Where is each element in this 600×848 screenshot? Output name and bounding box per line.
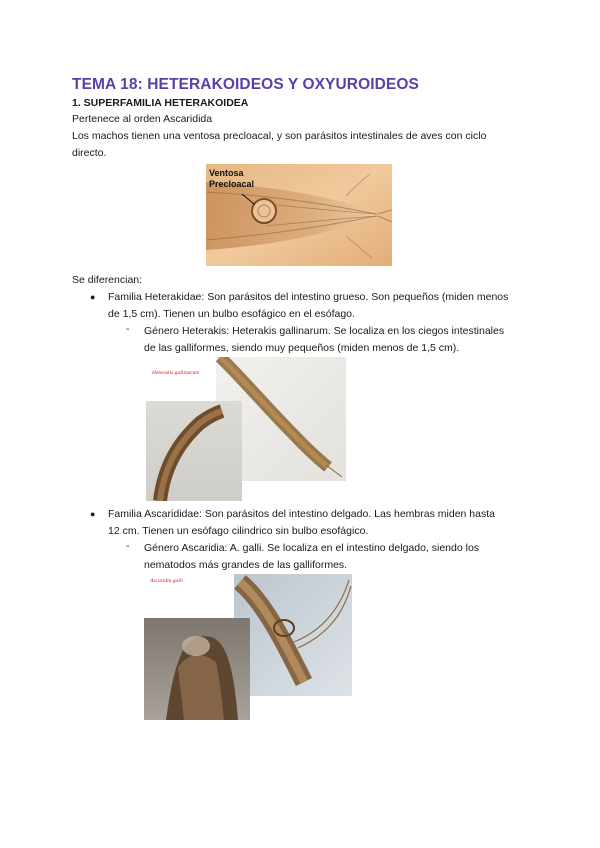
genus-heterakis-line1: Género Heterakis: Heterakis gallinarum. Se localiza en los ciegos intestinales — [144, 325, 505, 337]
figure-label-ventosa: Ventosa — [209, 168, 244, 178]
genus-ascaridia-line2: nematodos más grandes de las galliformes. — [144, 559, 348, 571]
family-heterakidae-line1: Familia Heterakidae: Son parásitos del intestino grueso. Son pequeños (miden menos — [108, 291, 509, 303]
bullet-icon: ● — [90, 509, 96, 519]
intro-text-line1: Los machos tienen una ventosa precloacal, y son parásitos intestinales de aves con ciclo — [72, 130, 487, 142]
dash-icon: - — [126, 323, 130, 335]
genus-ascaridia-line1: Género Ascaridia: A. galli. Se localiza en el intestino delgado, siendo los — [144, 542, 480, 554]
section-heading: 1. SUPERFAMILIA HETERAKOIDEA — [72, 97, 249, 109]
figure-label-precloacal: Precloacal — [209, 179, 255, 189]
page-title: TEMA 18: HETERAKOIDEOS Y OXYUROIDEOS — [72, 76, 419, 93]
genus-heterakis-line2: de las galliformes, siendo muy pequeños (miden menos de 1,5 cm). — [144, 342, 460, 354]
dash-icon: - — [126, 540, 130, 552]
precloacal-sucker-image — [206, 164, 392, 266]
order-text: Pertenece al orden Ascaridida — [72, 113, 213, 125]
heterakis-gallinarum-image — [146, 357, 346, 501]
heterakis-caption: Heterakis gallinarum — [152, 370, 200, 376]
family-heterakidae-line2: de 1,5 cm). Tienen un bulbo esofágico en el esófago. — [108, 308, 355, 320]
ascaridia-galli-image — [144, 572, 352, 720]
differ-label: Se diferencian: — [72, 274, 143, 286]
ascaridia-caption: Ascaridia galli — [150, 578, 183, 584]
intro-text-line2: directo. — [72, 147, 107, 159]
family-ascarididae-line1: Familia Ascarididae: Son parásitos del intestino delgado. Las hembras miden hasta — [108, 508, 495, 520]
family-ascarididae-line2: 12 cm. Tienen un esófago cilindrico sin bulbo esofágico. — [108, 525, 369, 537]
bullet-icon: ● — [90, 292, 96, 302]
